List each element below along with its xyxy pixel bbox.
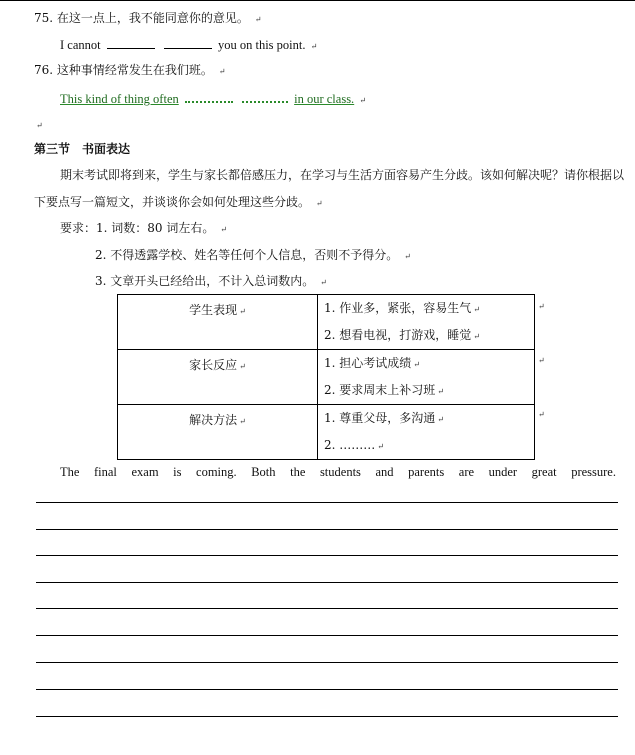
paragraph-mark: ↵	[239, 307, 246, 316]
row-item: 1. 作业多，紧张，容易生气	[324, 301, 472, 315]
essay-word: final	[94, 465, 117, 479]
table-items-cell	[318, 295, 535, 350]
table-row	[118, 405, 535, 460]
paragraph-mark: ↵	[218, 67, 226, 76]
q76-blank-1[interactable]	[185, 90, 233, 103]
writing-line[interactable]	[36, 529, 618, 530]
q75-blank-2[interactable]	[164, 37, 212, 49]
writing-line[interactable]	[36, 555, 618, 556]
paragraph-mark: ↵	[377, 442, 384, 451]
writing-line[interactable]	[36, 502, 618, 503]
q76-blank-2[interactable]	[242, 90, 288, 103]
paragraph-mark: ↵	[310, 42, 318, 51]
requirement-2-text: 2. 不得透露学校、姓名等任何个人信息，否则不予得分。	[95, 248, 399, 262]
points-table	[117, 294, 535, 460]
essay-word: is	[173, 465, 182, 479]
paragraph-mark: ↵	[315, 199, 323, 208]
essay-word: The	[60, 465, 80, 479]
q75-english-suffix: you on this point.	[217, 38, 306, 52]
requirement-1-text: 要求：1. 词数：80 词左右。	[60, 221, 215, 235]
paragraph-mark: ↵	[538, 302, 545, 311]
essay-word: students	[319, 465, 361, 479]
essay-word: pressure.	[571, 465, 616, 479]
table-row	[118, 295, 535, 350]
q75-chinese-line	[34, 11, 261, 27]
paragraph-mark: ↵	[538, 356, 545, 365]
essay-word: exam	[131, 465, 159, 479]
essay-word: parents	[408, 465, 445, 479]
q76-number: 76.	[34, 63, 54, 77]
row-label: 学生表现	[189, 303, 238, 317]
empty-paragraph-line	[34, 117, 43, 133]
paragraph-mark: ↵	[404, 252, 411, 261]
requirement-1	[60, 221, 227, 237]
writing-line[interactable]	[36, 689, 618, 690]
essay-word: the	[290, 465, 306, 479]
writing-line[interactable]	[36, 662, 618, 663]
writing-line[interactable]	[36, 716, 618, 717]
table-items-cell	[318, 350, 535, 405]
table-label-cell	[118, 350, 318, 405]
writing-line[interactable]	[36, 608, 618, 609]
section-title-line	[34, 142, 130, 156]
paragraph-mark: ↵	[473, 332, 480, 341]
essay-word: under	[488, 465, 518, 479]
paragraph-mark: ↵	[239, 417, 246, 426]
paragraph-mark: ↵	[239, 362, 246, 371]
essay-start-line	[60, 465, 616, 480]
essay-word: and	[375, 465, 394, 479]
prompt-text-1: 期末考试即将到来，学生与家长都倍感压力，在学习与生活方面容易产生分歧。该如何解决呢？请你根据以	[60, 168, 625, 182]
row-item: 1. 尊重父母，多沟通	[324, 411, 436, 425]
q76-english-suffix: in our class.	[294, 92, 355, 106]
table-label-cell	[118, 295, 318, 350]
q76-english-prefix: This kind of thing often	[60, 92, 179, 106]
writing-line[interactable]	[36, 635, 618, 636]
q76-english-line	[60, 90, 366, 108]
table-label-cell	[118, 405, 318, 460]
row-item: 2. ………	[324, 438, 376, 452]
paragraph-mark: ↵	[437, 387, 444, 396]
top-rule	[0, 0, 635, 1]
row-label: 家长反应	[189, 358, 238, 372]
paragraph-mark: ↵	[254, 15, 262, 24]
row-item: 2. 要求周末上补习班	[324, 383, 436, 397]
row-label: 解决方法	[189, 413, 238, 427]
paragraph-mark: ↵	[437, 415, 444, 424]
q75-chinese: 在这一点上，我不能同意你的意见。	[56, 11, 249, 25]
paragraph-mark: ↵	[359, 96, 367, 105]
prompt-line-1	[60, 168, 624, 182]
q75-blank-1[interactable]	[107, 37, 155, 49]
table-row	[118, 350, 535, 405]
prompt-line-2	[34, 195, 323, 211]
q75-english-line	[60, 37, 317, 54]
essay-word: great	[531, 465, 557, 479]
q75-number: 75.	[34, 11, 54, 25]
paragraph-mark: ↵	[538, 410, 545, 419]
essay-word: coming.	[196, 465, 237, 479]
q76-chinese-line	[34, 63, 225, 79]
paragraph-mark: ↵	[320, 278, 327, 287]
section-title: 第三节 书面表达	[34, 142, 131, 156]
paragraph-mark: ↵	[36, 121, 43, 130]
q76-chinese: 这种事情经常发生在我们班。	[56, 63, 213, 77]
requirement-3-text: 3. 文章开头已经给出，不计入总词数内。	[95, 274, 315, 288]
essay-word: Both	[251, 465, 276, 479]
row-item: 2. 想看电视，打游戏，睡觉	[324, 328, 472, 342]
paragraph-mark: ↵	[473, 305, 480, 314]
paragraph-mark: ↵	[220, 225, 227, 234]
requirement-3	[95, 274, 327, 290]
essay-word: are	[458, 465, 475, 479]
prompt-text-2: 下要点写一篇短文，并谈谈你会如何处理这些分歧。	[34, 195, 311, 209]
writing-line[interactable]	[36, 582, 618, 583]
paragraph-mark: ↵	[413, 360, 420, 369]
row-item: 1. 担心考试成绩	[324, 356, 412, 370]
q75-english-prefix: I cannot	[60, 38, 101, 52]
table-items-cell	[318, 405, 535, 460]
requirement-2	[95, 248, 411, 264]
